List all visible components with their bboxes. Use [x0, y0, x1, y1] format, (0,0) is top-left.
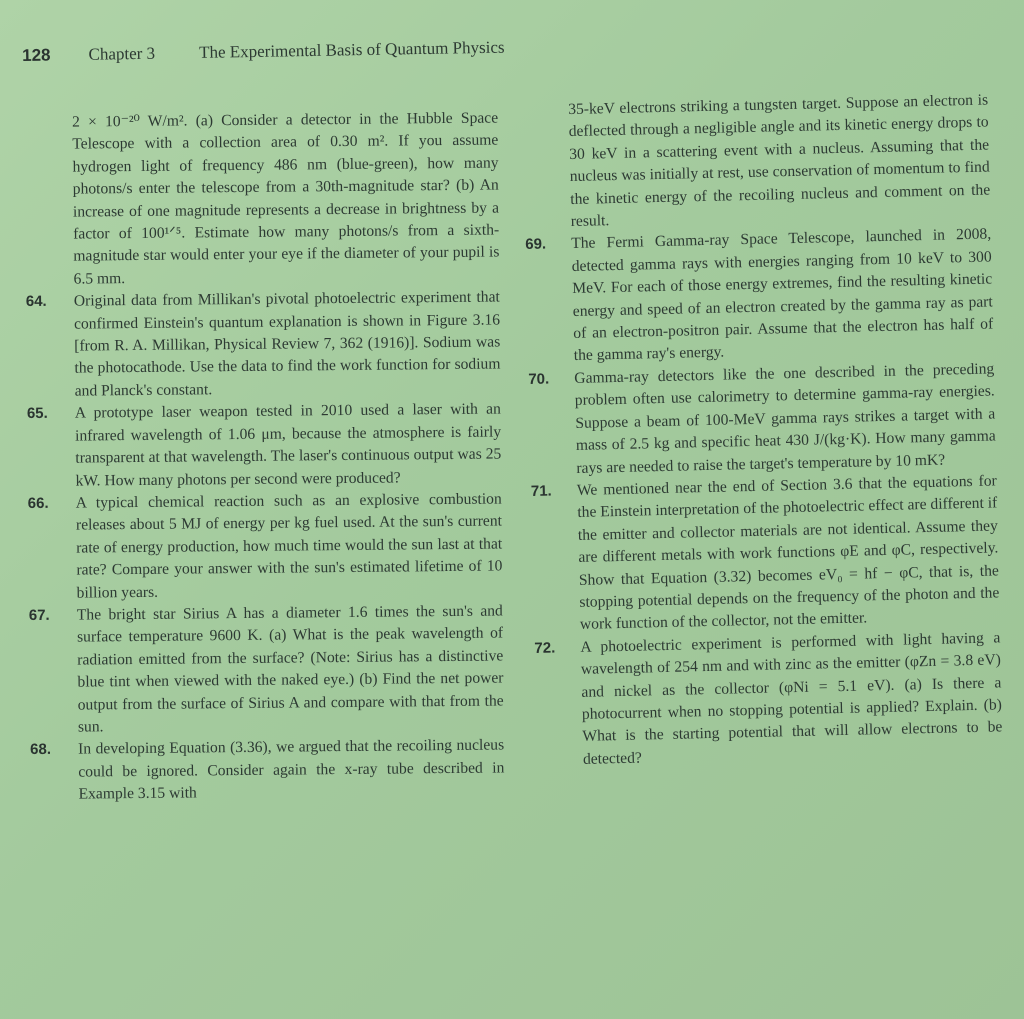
problem-text: Original data from Millikan's pivotal photoelectric experiment that confirmed Einstein's quantum explanation is shown in Figure 3.16 [from R. A. Millikan, Physical Review 7, 362 (1916)]. Sodium was the photocathode. Use the data to find the work function for sodium and Planck's constant. [73, 288, 501, 400]
left-column [25, 108, 505, 807]
problem-text: 2 × 10⁻²⁰ W/m². (a) Consider a detector in the Hubble Space Telescope with a collection area of 0.30 m². If you assume hydrogen light of frequency 486 nm (blue-green), how many photons/s enter the telescope from a 30th-magnitude star? (b) An increase of one magnitude represents a decrease in brightness by a factor of 100¹ᐟ⁵. Estimate how many photons/s from a sixth-magnitude star would enter your eye if the diameter of your pupil is 6.5 mm. [72, 109, 500, 288]
problem-text: A prototype laser weapon tested in 2010 used a laser with an infrared wavelength of 1.06 μm, because the atmosphere is fairly transparent at that wavelength. The laser's continuous output was 25 kW. How many photons per second were produced? [74, 400, 502, 490]
problem-65 [26, 399, 502, 493]
problem-text: In developing Equation (3.36), we argued that the recoiling nucleus could be ignored. Consider again the x-ray tube described in Example 3.15 with [78, 736, 505, 803]
problem-text: Gamma-ray detectors like the one described in the preceding problem often use calorimetry to determine gamma-ray energies. Suppose a beam of 100-MeV gamma rays strikes a target with a mass of 2.5 kg and specific heat 430 J/(kg·K). How many gamma rays are needed to raise the target's temperature by 10 mK? [574, 360, 996, 477]
problem-text: A photoelectric experiment is performed with light having a wavelength of 254 nm and with zinc as the emitter (φZn = 3.8 eV) and nickel as the collector (φNi = 5.1 eV). (a) Is there a photocurrent when no stopping potential is applied? Explain. (b) What is the starting potential that will allow electrons to be detected? [580, 629, 1003, 768]
problem-64 [25, 287, 501, 404]
problem-number: 64. [25, 293, 47, 311]
problem-63-continued [30, 108, 500, 292]
problem-text: 35-keV electrons striking a tungsten target. Suppose an electron is deflected through a negligible angle and its kinetic energy drops to 30 keV in a scattering event with a nucleus. Assuming that the nucleus was initially at rest, use conservation of momentum to find the kinetic energy of the recoiling nucleus and comment on the result. [568, 91, 991, 231]
problem-number: 71. [530, 482, 552, 500]
problem-number: 72. [534, 639, 556, 657]
problem-71 [530, 470, 1000, 637]
right-column [526, 90, 1003, 772]
problem-number: 69. [525, 236, 547, 254]
problem-number: 65. [26, 405, 48, 423]
problem-number: 67. [28, 606, 50, 624]
page-number: 128 [22, 45, 51, 65]
problem-number: 66. [27, 494, 49, 512]
chapter-label: Chapter 3 [88, 43, 156, 64]
problem-text: We mentioned near the end of Section 3.6 that the equations for the Einstein interpretation of the photoelectric effect are different if the emitter and collector materials are not identical. Assume they are different metals with work functions φE and φC, respectively. Show that Equation (3.32) becomes eV₀ = hf − φC, that is, the stopping potential depends on the frequency of the photon and the work function of the collector, not the emitter. [576, 472, 1000, 634]
problem-text: The bright star Sirius A has a diameter 1.6 times the sun's and surface temperature 9600 K. (a) What is the peak wavelength of radiation emitted from the surface? (Note: Sirius has a distinctive blue tint when viewed with the naked eye.) (b) Find the net power output from the surface of Sirius A and compare with that from the sun. [76, 602, 504, 736]
problem-text: A typical chemical reaction such as an explosive combustion releases about 5 MJ of energy per kg fuel used. At the sun's current rate of energy production, how much time would the sun last at that rate? Compare your answer with the sun's estimated lifetime of 10 billion years. [75, 490, 503, 602]
problem-70 [528, 358, 996, 480]
page-header [22, 29, 1002, 76]
problem-text: The Fermi Gamma-ray Space Telescope, launched in 2008, detected gamma rays with energies ranging from 10 keV to 300 MeV. For each of those energy extremes, find the resulting kinetic energy and speed of an electron created by the gamma ray as part of an electron-positron pair. Assume that the electron has half of the gamma ray's energy. [571, 225, 994, 365]
problem-68-continued [526, 90, 991, 235]
problem-69 [525, 224, 994, 369]
problem-number: 70. [528, 370, 550, 388]
problem-66 [27, 488, 503, 605]
problem-68 [30, 735, 505, 807]
problem-67 [28, 600, 504, 739]
problem-72 [534, 627, 1003, 772]
chapter-title: The Experimental Basis of Quantum Physics [198, 37, 505, 62]
problem-number: 68. [30, 741, 52, 759]
